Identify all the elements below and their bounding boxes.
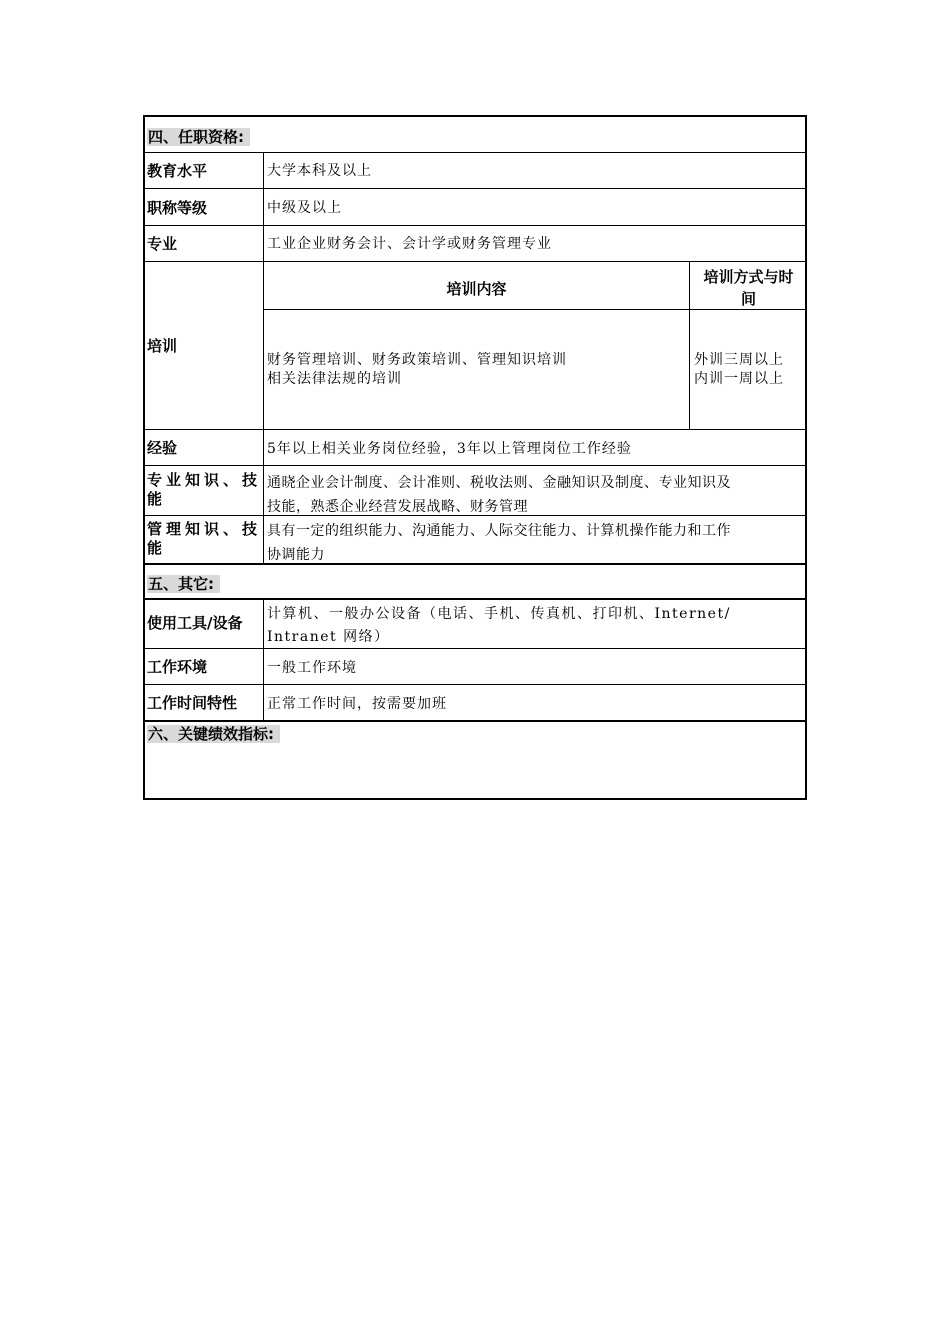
divider [145,261,805,262]
divider [145,563,805,565]
divider [145,225,805,226]
section-4-title: 四、任职资格: [147,128,250,146]
experience-value: 5年以上相关业务岗位经验，3年以上管理岗位工作经验 [267,441,632,457]
divider [145,465,805,466]
divider [145,684,805,685]
divider [145,429,805,430]
divider [145,188,805,189]
work-time-value: 正常工作时间，按需要加班 [267,696,447,712]
divider [145,720,805,722]
education-label: 教育水平 [147,162,208,180]
training-label: 培训 [147,337,178,355]
training-method: 外训三周以上 内训一周以上 [694,352,784,387]
divider [263,309,805,310]
section-5-title: 五、其它: [147,575,220,593]
training-content-header: 培训内容 [446,280,507,298]
title-level-label: 职称等级 [147,199,208,217]
divider [145,598,805,600]
environment-label: 工作环境 [147,658,208,676]
education-value: 大学本科及以上 [267,163,372,179]
label-column-divider [263,152,264,563]
professional-value: 通晓企业会计制度、会计准则、税收法则、金融知识及制度、专业知识及 技能，熟悉企业经营发展战略、财务管理 [267,475,731,515]
divider [145,648,805,649]
management-label: 管理知识、技 能 [147,520,262,557]
divider [145,515,805,516]
management-value: 具有一定的组织能力、沟通能力、人际交往能力、计算机操作能力和工作 协调能力 [267,523,731,563]
job-requirements-table [143,115,807,800]
major-label: 专业 [147,235,178,253]
tools-label: 使用工具/设备 [147,614,243,632]
professional-label: 专业知识、技 能 [147,471,262,508]
major-value: 工业企业财务会计、会计学或财务管理专业 [267,236,552,252]
title-level-value: 中级及以上 [267,200,342,216]
environment-value: 一般工作环境 [267,660,357,676]
experience-label: 经验 [147,439,178,457]
training-column-divider [689,261,690,429]
section-6-title: 六、关键绩效指标: [147,725,280,743]
label-column-divider [263,599,264,720]
work-time-label: 工作时间特性 [147,694,238,712]
divider [145,152,805,153]
training-method-header: 培训方式与时 间 [703,268,794,308]
tools-value: 计算机、一般办公设备（电话、手机、传真机、打印机、Internet/ Intranet 网络） [267,606,731,645]
training-content: 财务管理培训、财务政策培训、管理知识培训 相关法律法规的培训 [267,352,567,387]
